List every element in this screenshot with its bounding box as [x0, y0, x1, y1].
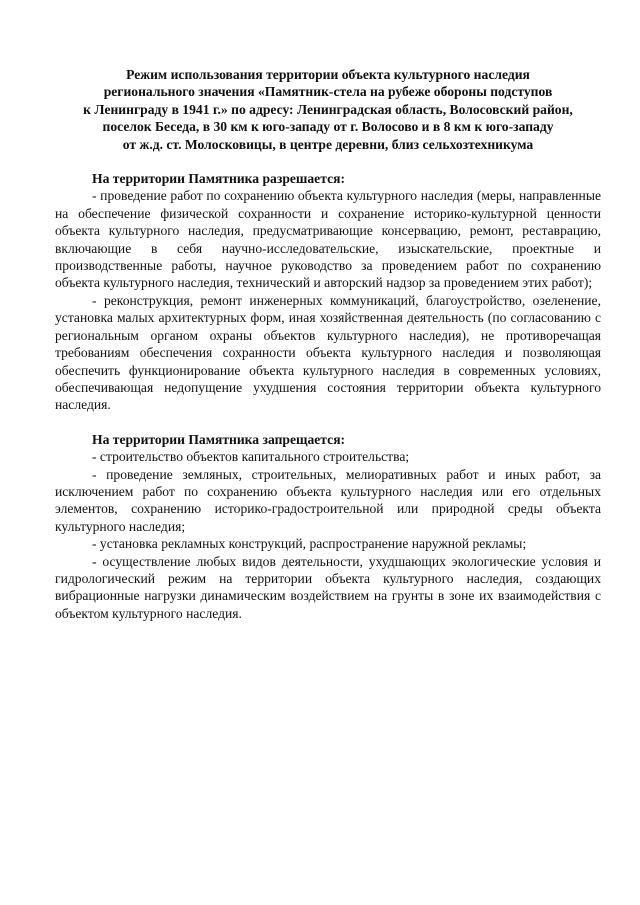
title-line: регионального значения «Памятник-стела на рубеже обороны подступов: [103, 84, 553, 100]
allowed-section: [55, 170, 601, 414]
allowed-item: - проведение работ по сохранению объекта культурного наследия (меры, направленные на обеспечение физической сохранности и сохранение историко-культурной ценности объекта культурного наследия, предусматривающие консервацию, ремонт, реставрацию, включающие в себя научно-исследовательские, изыскательские, проектные и производственные работы, научное руководство за проведением работ по сохранению объекта культурного наследия, технический и авторский надзор за проведением этих работ);: [55, 188, 601, 291]
document-title: [55, 66, 601, 153]
title-line: к Ленинграду в 1941 г.» по адресу: Ленинградская область, Волосовский район,: [83, 101, 573, 117]
title-line: Режим использования территории объекта культурного наследия: [126, 67, 530, 82]
allowed-heading: На территории Памятника разрешается:: [92, 171, 345, 187]
allowed-item: - реконструкция, ремонт инженерных коммуникаций, благоустройство, озеленение, установка малых архитектурных форм, иная хозяйственная деятельность (по согласованию с региональным органом охраны объектов культурного наследия), не противоречащая требованиям обеспечения сохранности объекта культурного наследия и позволяющая обеспечить функционирование объекта культурного наследия в современных условиях, обеспечивающая недопущение ухудшения состояния территории объекта культурного наследия.: [55, 292, 601, 413]
title-line: от ж.д. ст. Молосковицы, в центре деревни, близ сельхозтехникума: [122, 136, 534, 152]
section-spacer: [55, 414, 601, 431]
prohibited-item: - строительство объектов капитального строительства;: [92, 449, 410, 465]
prohibited-item: - установка рекламных конструкций, распространение наружной рекламы;: [92, 536, 527, 552]
prohibited-item: - проведение земляных, строительных, мелиоративных работ и иных работ, за исключением работ по сохранению объекта культурного наследия или его отдельных элементов, сохранению историко-градостроительной или природной среды объекта культурного наследия;: [55, 466, 601, 534]
prohibited-section: [55, 431, 601, 622]
prohibited-item: - осуществление любых видов деятельности, ухудшающих экологические условия и гидрологический режим на территории объекта культурного наследия, создающих вибрационные нагрузки динамическим воздействием на грунты в зоне их взаимодействия с объектом культурного наследия.: [55, 553, 601, 621]
prohibited-heading: На территории Памятника запрещается:: [92, 431, 346, 447]
document-page: [55, 66, 601, 622]
title-line: поселок Беседа, в 30 км к юго-западу от г. Волосово и в 8 км к юго-западу: [102, 119, 554, 135]
